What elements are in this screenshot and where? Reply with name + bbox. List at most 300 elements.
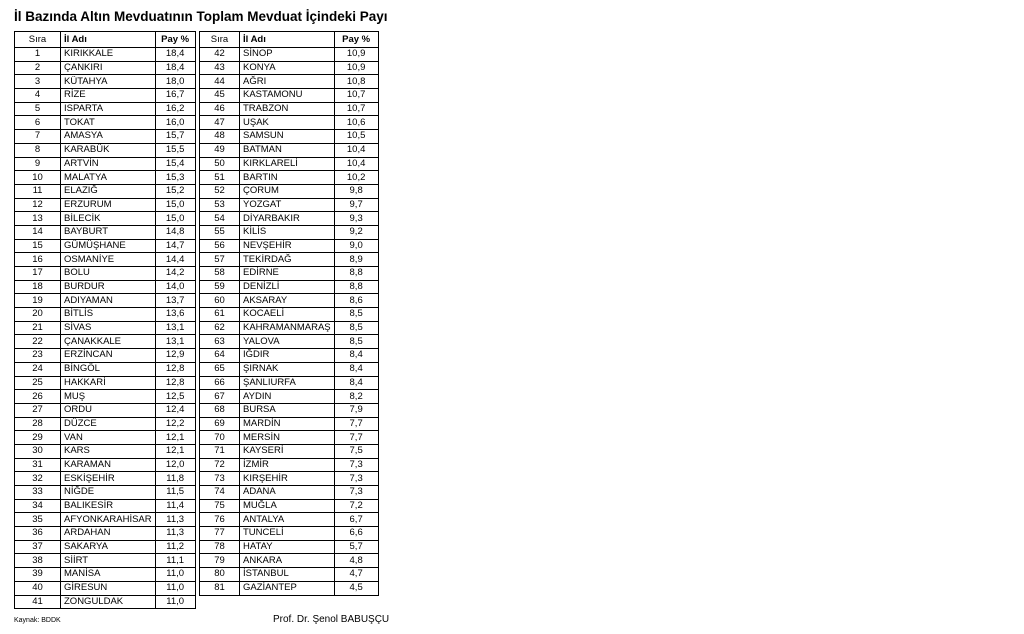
table-header-row — [15, 32, 196, 48]
province-cell: ZONGULDAK — [61, 595, 156, 609]
rank-cell: 46 — [200, 102, 240, 116]
rank-cell: 43 — [200, 61, 240, 75]
table-row — [200, 499, 379, 513]
share-cell: 4,5 — [334, 581, 378, 595]
table-row — [15, 376, 196, 390]
share-cell: 10,7 — [334, 102, 378, 116]
rank-cell: 36 — [15, 527, 61, 541]
province-cell: DENİZLİ — [240, 280, 335, 294]
province-cell: SİİRT — [61, 554, 156, 568]
share-cell: 15,0 — [155, 212, 195, 226]
province-cell: KIRIKKALE — [61, 48, 156, 62]
rank-cell: 66 — [200, 376, 240, 390]
province-cell: BURSA — [240, 403, 335, 417]
province-cell: ADIYAMAN — [61, 294, 156, 308]
header-province: İl Adı — [61, 32, 156, 48]
share-cell: 10,9 — [334, 48, 378, 62]
share-cell: 9,3 — [334, 212, 378, 226]
rank-cell: 2 — [15, 61, 61, 75]
table-row — [15, 89, 196, 103]
rank-cell: 11 — [15, 184, 61, 198]
share-cell: 7,5 — [334, 444, 378, 458]
table-row — [15, 143, 196, 157]
rank-cell: 42 — [200, 48, 240, 62]
province-cell: EDİRNE — [240, 267, 335, 281]
province-cell: İSTANBUL — [240, 568, 335, 582]
province-cell: ERZİNCAN — [61, 349, 156, 363]
rank-cell: 65 — [200, 362, 240, 376]
share-cell: 5,7 — [334, 540, 378, 554]
rank-cell: 77 — [200, 527, 240, 541]
rank-cell: 12 — [15, 198, 61, 212]
rank-cell: 60 — [200, 294, 240, 308]
table-row — [15, 280, 196, 294]
rank-cell: 78 — [200, 540, 240, 554]
table-row — [15, 198, 196, 212]
table-row — [15, 581, 196, 595]
table-row — [15, 267, 196, 281]
province-cell: AYDIN — [240, 390, 335, 404]
table-row — [15, 225, 196, 239]
province-cell: GÜMÜŞHANE — [61, 239, 156, 253]
rank-cell: 57 — [200, 253, 240, 267]
rank-cell: 16 — [15, 253, 61, 267]
table-row — [200, 335, 379, 349]
share-cell: 18,4 — [155, 48, 195, 62]
province-cell: KARS — [61, 444, 156, 458]
share-cell: 10,9 — [334, 61, 378, 75]
table-row — [200, 157, 379, 171]
share-cell: 8,5 — [334, 335, 378, 349]
table-row — [200, 171, 379, 185]
province-cell: ISPARTA — [61, 102, 156, 116]
rank-cell: 71 — [200, 444, 240, 458]
province-cell: NEVŞEHİR — [240, 239, 335, 253]
rank-cell: 51 — [200, 171, 240, 185]
share-cell: 12,4 — [155, 403, 195, 417]
share-cell: 7,7 — [334, 417, 378, 431]
province-cell: YALOVA — [240, 335, 335, 349]
province-cell: MUĞLA — [240, 499, 335, 513]
table-right — [199, 31, 379, 596]
province-cell: AĞRI — [240, 75, 335, 89]
share-cell: 8,8 — [334, 280, 378, 294]
province-cell: OSMANİYE — [61, 253, 156, 267]
table-row — [200, 184, 379, 198]
province-cell: VAN — [61, 431, 156, 445]
table-row — [15, 321, 196, 335]
table-row — [15, 48, 196, 62]
share-cell: 11,8 — [155, 472, 195, 486]
rank-cell: 8 — [15, 143, 61, 157]
table-row — [200, 540, 379, 554]
rank-cell: 20 — [15, 308, 61, 322]
province-cell: AMASYA — [61, 130, 156, 144]
province-cell: UŞAK — [240, 116, 335, 130]
rank-cell: 28 — [15, 417, 61, 431]
share-cell: 7,3 — [334, 486, 378, 500]
rank-cell: 61 — [200, 308, 240, 322]
rank-cell: 50 — [200, 157, 240, 171]
table-row — [15, 540, 196, 554]
table-row — [200, 253, 379, 267]
province-cell: NİĞDE — [61, 486, 156, 500]
table-row — [200, 458, 379, 472]
share-cell: 8,4 — [334, 362, 378, 376]
table-row — [15, 349, 196, 363]
table-row — [15, 116, 196, 130]
table-row — [15, 417, 196, 431]
province-cell: HAKKARİ — [61, 376, 156, 390]
province-cell: SİNOP — [240, 48, 335, 62]
table-row — [15, 212, 196, 226]
province-cell: BİTLİS — [61, 308, 156, 322]
rank-cell: 74 — [200, 486, 240, 500]
share-cell: 12,9 — [155, 349, 195, 363]
rank-cell: 40 — [15, 581, 61, 595]
share-cell: 9,0 — [334, 239, 378, 253]
table-row — [15, 527, 196, 541]
rank-cell: 73 — [200, 472, 240, 486]
share-cell: 11,1 — [155, 554, 195, 568]
province-cell: ANKARA — [240, 554, 335, 568]
province-cell: YOZGAT — [240, 198, 335, 212]
table-row — [15, 130, 196, 144]
province-cell: GİRESUN — [61, 581, 156, 595]
share-cell: 16,7 — [155, 89, 195, 103]
share-cell: 11,5 — [155, 486, 195, 500]
province-cell: ELAZIĞ — [61, 184, 156, 198]
rank-cell: 68 — [200, 403, 240, 417]
share-cell: 4,7 — [334, 568, 378, 582]
province-cell: SİVAS — [61, 321, 156, 335]
province-cell: TEKİRDAĞ — [240, 253, 335, 267]
province-cell: KIRKLARELİ — [240, 157, 335, 171]
province-cell: DÜZCE — [61, 417, 156, 431]
rank-cell: 37 — [15, 540, 61, 554]
table-row — [200, 308, 379, 322]
province-cell: IĞDIR — [240, 349, 335, 363]
table-row — [15, 362, 196, 376]
rank-cell: 64 — [200, 349, 240, 363]
province-cell: BOLU — [61, 267, 156, 281]
rank-cell: 30 — [15, 444, 61, 458]
table-row — [200, 212, 379, 226]
rank-cell: 69 — [200, 417, 240, 431]
rank-cell: 1 — [15, 48, 61, 62]
table-row — [15, 403, 196, 417]
province-cell: KAYSERİ — [240, 444, 335, 458]
rank-cell: 63 — [200, 335, 240, 349]
province-cell: ÇANKIRI — [61, 61, 156, 75]
province-cell: ŞIRNAK — [240, 362, 335, 376]
table-left — [14, 31, 196, 609]
rank-cell: 44 — [200, 75, 240, 89]
share-cell: 8,5 — [334, 321, 378, 335]
share-cell: 10,6 — [334, 116, 378, 130]
share-cell: 7,3 — [334, 458, 378, 472]
province-cell: MANİSA — [61, 568, 156, 582]
table-row — [15, 102, 196, 116]
table-row — [200, 472, 379, 486]
share-cell: 9,8 — [334, 184, 378, 198]
province-cell: ORDU — [61, 403, 156, 417]
province-cell: KARAMAN — [61, 458, 156, 472]
share-cell: 14,2 — [155, 267, 195, 281]
province-cell: ARDAHAN — [61, 527, 156, 541]
province-cell: MERSİN — [240, 431, 335, 445]
table-row — [200, 362, 379, 376]
rank-cell: 58 — [200, 267, 240, 281]
rank-cell: 39 — [15, 568, 61, 582]
table-row — [200, 198, 379, 212]
province-cell: ARTVİN — [61, 157, 156, 171]
table-row — [200, 130, 379, 144]
province-cell: ERZURUM — [61, 198, 156, 212]
share-cell: 11,4 — [155, 499, 195, 513]
province-cell: KIRŞEHİR — [240, 472, 335, 486]
province-cell: ÇANAKKALE — [61, 335, 156, 349]
province-cell: MALATYA — [61, 171, 156, 185]
table-row — [15, 294, 196, 308]
share-cell: 10,5 — [334, 130, 378, 144]
rank-cell: 23 — [15, 349, 61, 363]
table-row — [15, 554, 196, 568]
table-row — [200, 225, 379, 239]
share-cell: 16,0 — [155, 116, 195, 130]
rank-cell: 14 — [15, 225, 61, 239]
table-row — [15, 75, 196, 89]
share-cell: 12,8 — [155, 362, 195, 376]
table-row — [200, 61, 379, 75]
province-cell: MUŞ — [61, 390, 156, 404]
rank-cell: 56 — [200, 239, 240, 253]
table-row — [15, 61, 196, 75]
province-cell: DİYARBAKIR — [240, 212, 335, 226]
share-cell: 7,7 — [334, 431, 378, 445]
rank-cell: 27 — [15, 403, 61, 417]
province-cell: BAYBURT — [61, 225, 156, 239]
province-cell: BALIKESİR — [61, 499, 156, 513]
province-cell: KİLİS — [240, 225, 335, 239]
share-cell: 14,7 — [155, 239, 195, 253]
share-cell: 11,3 — [155, 513, 195, 527]
province-cell: BATMAN — [240, 143, 335, 157]
rank-cell: 15 — [15, 239, 61, 253]
table-row — [200, 143, 379, 157]
table-row — [15, 431, 196, 445]
province-cell: GAZİANTEP — [240, 581, 335, 595]
share-cell: 15,7 — [155, 130, 195, 144]
province-cell: ADANA — [240, 486, 335, 500]
share-cell: 12,2 — [155, 417, 195, 431]
province-cell: ŞANLIURFA — [240, 376, 335, 390]
table-row — [15, 239, 196, 253]
share-cell: 10,4 — [334, 157, 378, 171]
rank-cell: 35 — [15, 513, 61, 527]
table-row — [15, 472, 196, 486]
share-cell: 10,8 — [334, 75, 378, 89]
table-row — [200, 568, 379, 582]
province-cell: TUNCELİ — [240, 527, 335, 541]
table-row — [15, 568, 196, 582]
header-share: Pay % — [155, 32, 195, 48]
share-cell: 14,4 — [155, 253, 195, 267]
rank-cell: 48 — [200, 130, 240, 144]
table-row — [200, 267, 379, 281]
share-cell: 14,0 — [155, 280, 195, 294]
share-cell: 16,2 — [155, 102, 195, 116]
share-cell: 11,0 — [155, 595, 195, 609]
share-cell: 15,2 — [155, 184, 195, 198]
province-cell: ESKİŞEHİR — [61, 472, 156, 486]
table-row — [200, 294, 379, 308]
header-province: İl Adı — [240, 32, 335, 48]
province-cell: KARABÜK — [61, 143, 156, 157]
rank-cell: 62 — [200, 321, 240, 335]
rank-cell: 4 — [15, 89, 61, 103]
rank-cell: 47 — [200, 116, 240, 130]
rank-cell: 45 — [200, 89, 240, 103]
rank-cell: 13 — [15, 212, 61, 226]
share-cell: 13,1 — [155, 321, 195, 335]
share-cell: 12,1 — [155, 431, 195, 445]
share-cell: 15,5 — [155, 143, 195, 157]
source-note: Kaynak: BDDK — [14, 617, 61, 624]
rank-cell: 24 — [15, 362, 61, 376]
rank-cell: 25 — [15, 376, 61, 390]
province-cell: KAHRAMANMARAŞ — [240, 321, 335, 335]
share-cell: 8,8 — [334, 267, 378, 281]
table-row — [200, 486, 379, 500]
share-cell: 10,7 — [334, 89, 378, 103]
table-row — [200, 116, 379, 130]
table-row — [15, 458, 196, 472]
province-cell: KASTAMONU — [240, 89, 335, 103]
share-cell: 7,9 — [334, 403, 378, 417]
rank-cell: 79 — [200, 554, 240, 568]
rank-cell: 53 — [200, 198, 240, 212]
rank-cell: 72 — [200, 458, 240, 472]
rank-cell: 55 — [200, 225, 240, 239]
rank-cell: 17 — [15, 267, 61, 281]
table-row — [200, 48, 379, 62]
share-cell: 14,8 — [155, 225, 195, 239]
header-rank: Sıra — [15, 32, 61, 48]
share-cell: 6,6 — [334, 527, 378, 541]
rank-cell: 41 — [15, 595, 61, 609]
province-cell: TRABZON — [240, 102, 335, 116]
share-cell: 8,6 — [334, 294, 378, 308]
province-cell: İZMİR — [240, 458, 335, 472]
rank-cell: 9 — [15, 157, 61, 171]
share-cell: 11,2 — [155, 540, 195, 554]
table-row — [200, 75, 379, 89]
share-cell: 4,8 — [334, 554, 378, 568]
share-cell: 18,0 — [155, 75, 195, 89]
share-cell: 7,3 — [334, 472, 378, 486]
table-row — [15, 171, 196, 185]
rank-cell: 75 — [200, 499, 240, 513]
table-row — [200, 239, 379, 253]
share-cell: 10,2 — [334, 171, 378, 185]
share-cell: 12,0 — [155, 458, 195, 472]
table-row — [15, 335, 196, 349]
share-cell: 15,3 — [155, 171, 195, 185]
rank-cell: 21 — [15, 321, 61, 335]
share-cell: 13,6 — [155, 308, 195, 322]
table-row — [15, 253, 196, 267]
province-cell: KOCAELİ — [240, 308, 335, 322]
table-row — [200, 513, 379, 527]
share-cell: 12,1 — [155, 444, 195, 458]
rank-cell: 38 — [15, 554, 61, 568]
rank-cell: 19 — [15, 294, 61, 308]
table-row — [200, 89, 379, 103]
table-row — [15, 444, 196, 458]
share-cell: 18,4 — [155, 61, 195, 75]
header-rank: Sıra — [200, 32, 240, 48]
share-cell: 9,7 — [334, 198, 378, 212]
table-row — [15, 308, 196, 322]
rank-cell: 80 — [200, 568, 240, 582]
province-cell: HATAY — [240, 540, 335, 554]
rank-cell: 10 — [15, 171, 61, 185]
share-cell: 9,2 — [334, 225, 378, 239]
share-cell: 8,2 — [334, 390, 378, 404]
rank-cell: 81 — [200, 581, 240, 595]
table-row — [15, 499, 196, 513]
share-cell: 8,5 — [334, 308, 378, 322]
province-cell: MARDİN — [240, 417, 335, 431]
rank-cell: 29 — [15, 431, 61, 445]
share-cell: 8,4 — [334, 349, 378, 363]
rank-cell: 7 — [15, 130, 61, 144]
share-cell: 11,0 — [155, 568, 195, 582]
table-row — [200, 321, 379, 335]
table-row — [200, 444, 379, 458]
province-cell: RİZE — [61, 89, 156, 103]
table-row — [200, 417, 379, 431]
share-cell: 7,2 — [334, 499, 378, 513]
rank-cell: 5 — [15, 102, 61, 116]
rank-cell: 52 — [200, 184, 240, 198]
rank-cell: 67 — [200, 390, 240, 404]
share-cell: 8,4 — [334, 376, 378, 390]
province-cell: AKSARAY — [240, 294, 335, 308]
rank-cell: 32 — [15, 472, 61, 486]
province-cell: ANTALYA — [240, 513, 335, 527]
province-cell: BİNGÖL — [61, 362, 156, 376]
table-row — [200, 527, 379, 541]
province-cell: AFYONKARAHİSAR — [61, 513, 156, 527]
province-cell: SAMSUN — [240, 130, 335, 144]
table-row — [15, 184, 196, 198]
table-row — [200, 431, 379, 445]
rank-cell: 54 — [200, 212, 240, 226]
table-row — [200, 581, 379, 595]
author-credit: Prof. Dr. Şenol BABUŞÇU — [273, 614, 390, 625]
table-row — [200, 376, 379, 390]
share-cell: 6,7 — [334, 513, 378, 527]
province-cell: KÜTAHYA — [61, 75, 156, 89]
table-row — [15, 157, 196, 171]
rank-cell: 34 — [15, 499, 61, 513]
rank-cell: 76 — [200, 513, 240, 527]
province-cell: KONYA — [240, 61, 335, 75]
share-cell: 13,7 — [155, 294, 195, 308]
table-row — [15, 390, 196, 404]
